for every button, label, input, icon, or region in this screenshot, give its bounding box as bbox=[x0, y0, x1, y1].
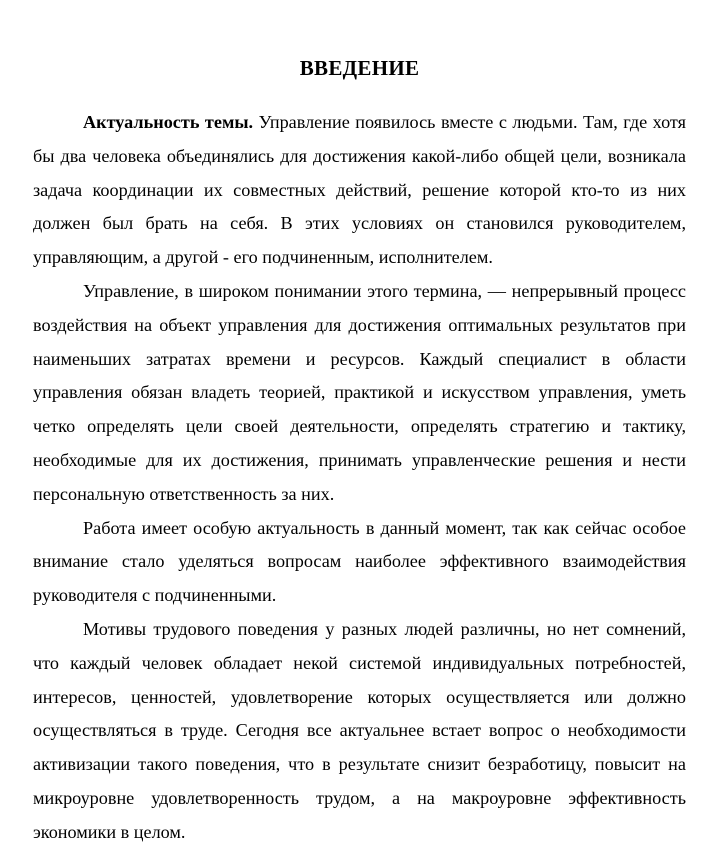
paragraph-work-relevance: Работа имеет особую актуальность в данный момент, так как сейчас особое внимание стало уделяться вопросам наиболее эффективного взаимодействия руководителя с подчиненными. bbox=[33, 517, 686, 606]
paragraph-labor-motives: Мотивы трудового поведения у разных людей различны, но нет сомнений, что каждый человек обладает некой системой индивидуальных потребностей, интересов, ценностей, удовлетворение которых осуществляется или должно осуществляться в труде. Сегодня все актуальнее встает вопрос о необходимости активизации такого поведения, что в результате снизит безработицу, повысит на микроуровне удовлетворенность трудом, а на макроуровне эффективность экономики в целом. bbox=[33, 618, 686, 842]
paragraph-lead: Актуальность темы. bbox=[83, 112, 254, 132]
paragraph-text: Управление появилось вместе с людьми. Там, где хотя бы два человека объединялись для достижения какой-либо общей цели, возникала задача координации их совместных действий, решение которой кто-то из них должен был брать на себя. В этих условиях он становился руководителем, управляющим, а другой - его подчиненным, исполнителем. bbox=[33, 112, 686, 268]
paragraph-relevance bbox=[33, 106, 686, 275]
paragraph-management-definition: Управление, в широком понимании этого термина, — непрерывный процесс воздействия на объект управления для достижения оптимальных результатов при наименьших затратах времени и ресурсов. Каждый специалист в области управления обязан владеть теорией, практикой и искусством управления, уметь четко определять цели своей деятельности, определять стратегию и тактику, необходимые для их достижения, принимать управленческие решения и нести персональную ответственность за них. bbox=[33, 280, 686, 504]
document-title: ВВЕДЕНИЕ bbox=[299, 56, 420, 80]
